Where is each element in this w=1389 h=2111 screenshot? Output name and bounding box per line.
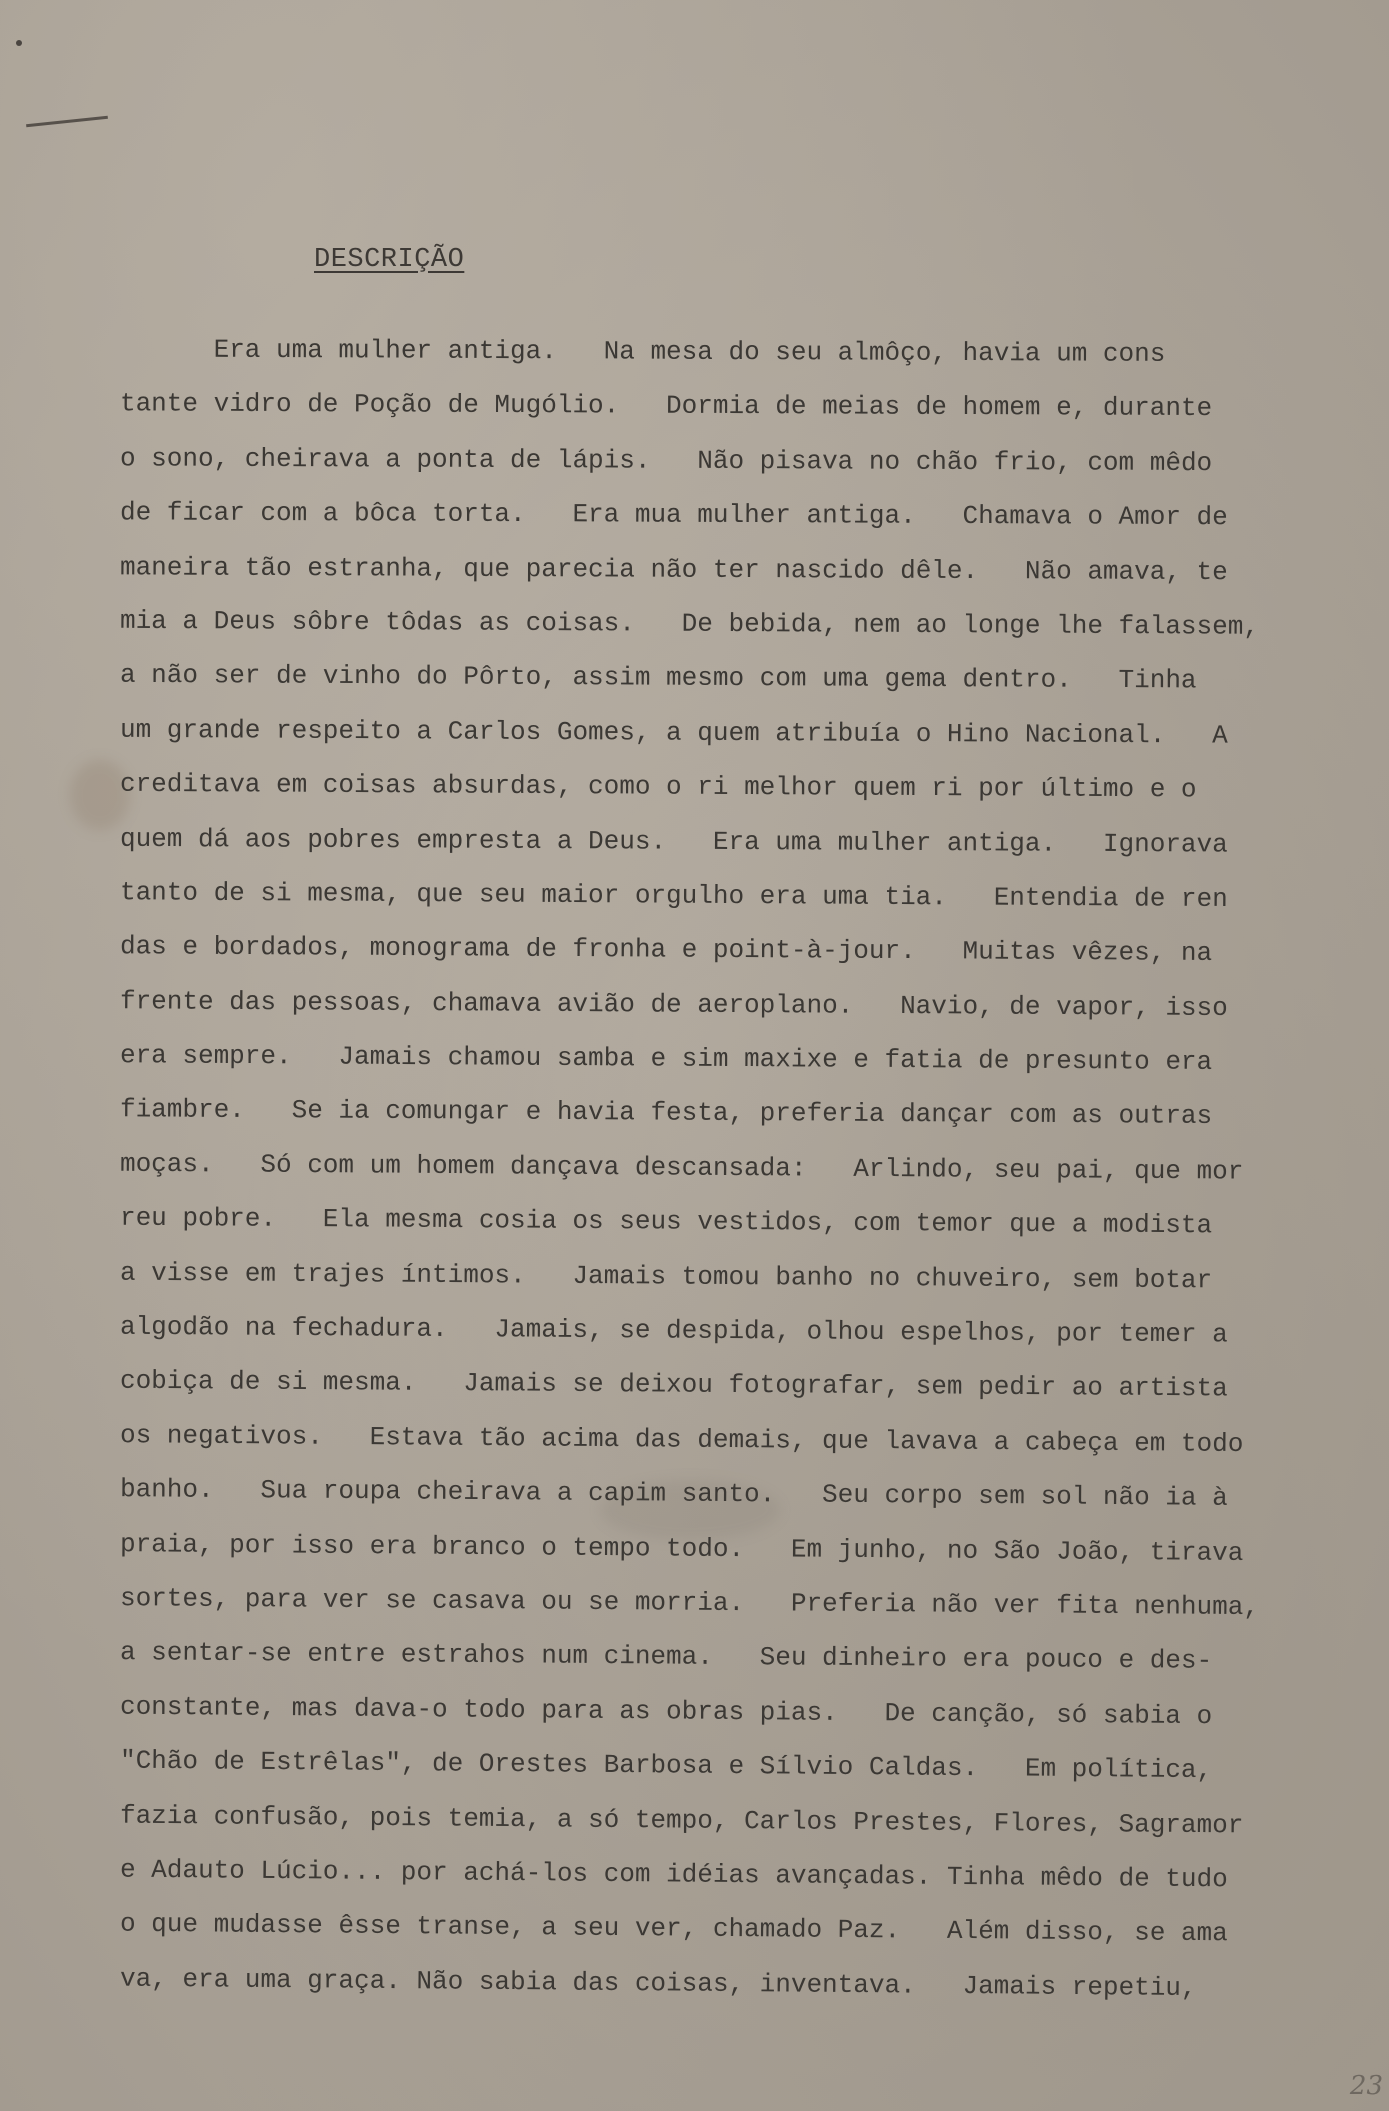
text-line: a sentar-se entre estrahos num cinema. Seu dinheiro era pouco e des- — [119, 1637, 1213, 1677]
text-line: fazia confusão, pois temia, a só tempo, Carlos Prestes, Flores, Sagramor — [119, 1800, 1244, 1840]
text-line: sortes, para ver se casava ou se morria. Preferia não ver fita nenhuma, — [119, 1583, 1260, 1623]
text-line: creditava em coisas absurdas, como o ri melhor quem ri por último e o — [119, 768, 1197, 805]
text-line: os negativos. Estava tão acima das demais, que lavava a cabeça em todo — [119, 1419, 1244, 1459]
text-line: fiambre. Se ia comungar e havia festa, preferia dançar com as outras — [119, 1094, 1213, 1132]
text-line: praia, por isso era branco o tempo todo. Em junho, no São João, tirava — [119, 1528, 1244, 1568]
text-line: tante vidro de Poção de Mugólio. Dormia de meias de homem e, durante — [119, 388, 1213, 424]
text-line: das e bordados, monograma de fronha e point-à-jour. Muitas vêzes, na — [119, 931, 1213, 969]
text-line: tanto de si mesma, que seu maior orgulho era uma tia. Entendia de ren — [119, 877, 1228, 914]
page-number: 23 — [1349, 2071, 1383, 2101]
text-line: reu pobre. Ela mesma cosia os seus vestidos, com temor que a modista — [119, 1202, 1213, 1241]
text-line: o que mudasse êsse transe, a seu ver, chamado Paz. Além disso, se ama — [119, 1908, 1228, 1949]
text-line: de ficar com a bôca torta. Era mua mulher antiga. Chamava o Amor de — [119, 497, 1228, 533]
text-line: maneira tão estranha, que parecia não ter nascido dêle. Não amava, te — [119, 551, 1228, 587]
text-line: a visse em trajes íntimos. Jamais tomou banho no chuveiro, sem botar — [119, 1257, 1213, 1295]
text-line: e Adauto Lúcio... por achá-los com idéias avançadas. Tinha mêdo de tudo — [119, 1854, 1228, 1895]
text-line: constante, mas dava-o todo para as obras pias. De canção, só sabia o — [119, 1691, 1213, 1731]
text-line: frente das pessoas, chamava avião de aeroplano. Navio, de vapor, isso — [119, 985, 1228, 1023]
text-line: a não ser de vinho do Pôrto, assim mesmo com uma gema dentro. Tinha — [119, 660, 1197, 696]
ink-dot — [16, 40, 22, 46]
text-line: mia a Deus sôbre tôdas as coisas. De bebida, nem ao longe lhe falassem, — [119, 605, 1260, 642]
ink-scratch — [26, 116, 108, 128]
document-title: DESCRIÇÃO — [314, 245, 465, 275]
text-line: "Chão de Estrêlas", de Orestes Barbosa e Sílvio Caldas. Em política, — [119, 1745, 1213, 1786]
text-line: era sempre. Jamais chamou samba e sim maxixe e fatia de presunto era — [119, 1040, 1213, 1077]
text-line: va, era uma graça. Não sabia das coisas, inventava. Jamais repetiu, — [119, 1963, 1197, 2003]
text-line: banho. Sua roupa cheirava a capim santo. Seu corpo sem sol não ia à — [119, 1474, 1228, 1514]
text-line: Era uma mulher antiga. Na mesa do seu almôço, havia um cons — [119, 334, 1166, 369]
text-line: moças. Só com um homem dançava descansada: Arlindo, seu pai, que mor — [119, 1148, 1244, 1187]
text-line: cobiça de si mesma. Jamais se deixou fotografar, sem pedir ao artista — [119, 1366, 1228, 1404]
text-line: um grande respeito a Carlos Gomes, a quem atribuía o Hino Nacional. A — [119, 714, 1228, 751]
text-line: algodão na fechadura. Jamais, se despida, olhou espelhos, por temer a — [119, 1311, 1228, 1350]
text-line: o sono, cheirava a ponta de lápis. Não pisava no chão frio, com mêdo — [119, 443, 1213, 478]
text-line: quem dá aos pobres empresta a Deus. Era uma mulher antiga. Ignorava — [119, 823, 1228, 860]
document-body — [120, 325, 1350, 2011]
